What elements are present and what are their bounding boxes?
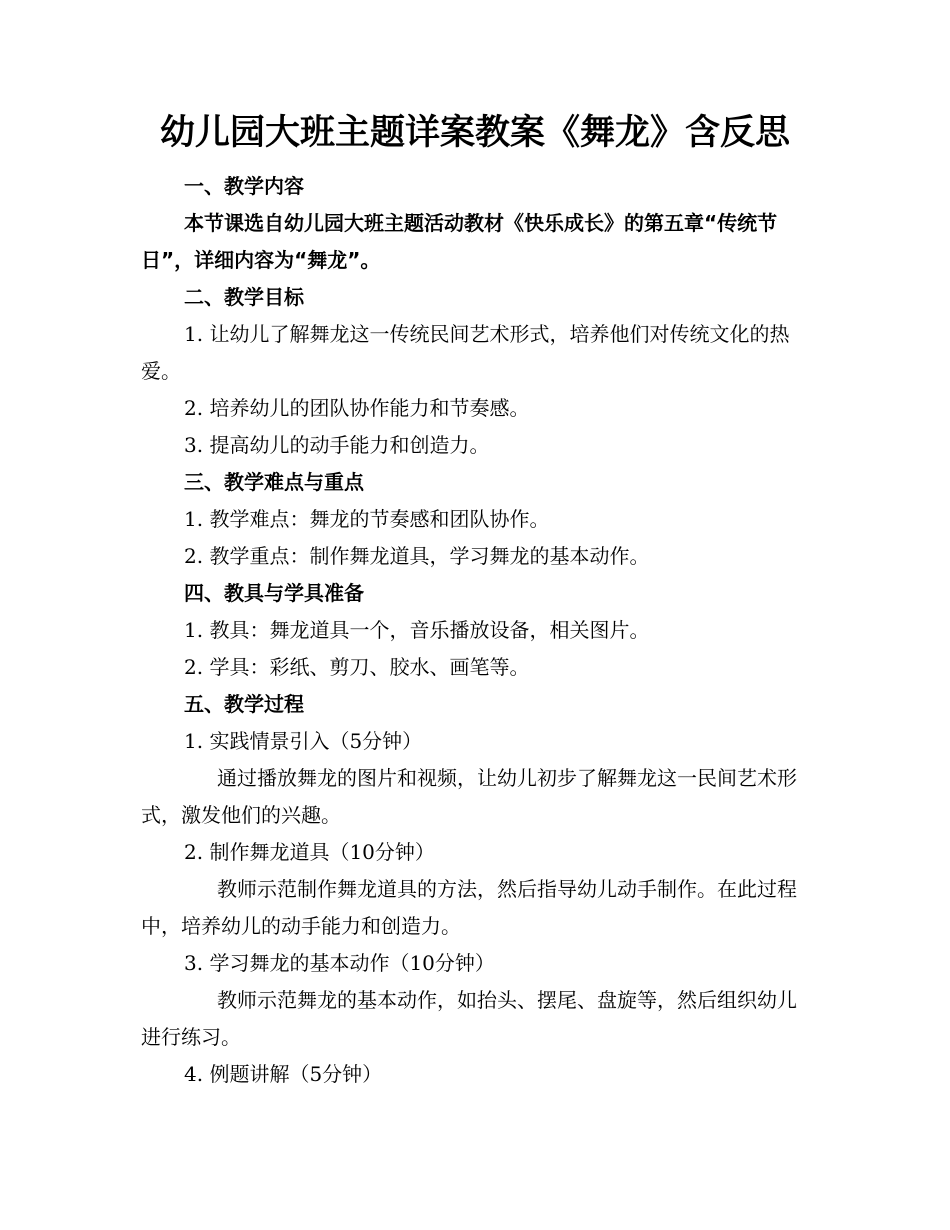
difficulty-item: 1. 教学难点：舞龙的节奏感和团队协作。 (184, 507, 550, 531)
process-step-title: 2. 制作舞龙道具（10分钟） (184, 840, 435, 864)
goal-item: 3. 提高幼儿的动手能力和创造力。 (184, 433, 490, 457)
section-heading-difficulties: 三、教学难点与重点 (184, 470, 364, 494)
section-heading-process: 五、教学过程 (184, 692, 304, 716)
material-item: 1. 教具：舞龙道具一个，音乐播放设备，相关图片。 (184, 618, 650, 642)
process-step-text: 教师示范舞龙的基本动作，如抬头、摆尾、盘旋等，然后组织幼儿进行练习。 (141, 988, 797, 1049)
process-step-text: 通过播放舞龙的图片和视频，让幼儿初步了解舞龙这一民间艺术形式，激发他们的兴趣。 (141, 766, 797, 827)
process-step-title: 1. 实践情景引入（5分钟） (184, 729, 423, 753)
section-heading-content: 一、教学内容 (184, 174, 304, 198)
process-step-text: 教师示范制作舞龙道具的方法，然后指导幼儿动手制作。在此过程中，培养幼儿的动手能力和创造力。 (141, 877, 797, 938)
document-body (141, 168, 805, 1093)
material-item: 2. 学具：彩纸、剪刀、胶水、画笔等。 (184, 655, 530, 679)
difficulty-item: 2. 教学重点：制作舞龙道具，学习舞龙的基本动作。 (184, 544, 650, 568)
section-heading-materials: 四、教具与学具准备 (184, 581, 364, 605)
goal-item: 2. 培养幼儿的团队协作能力和节奏感。 (184, 396, 530, 420)
process-step-title: 3. 学习舞龙的基本动作（10分钟） (184, 951, 495, 975)
process-step-title: 4. 例题讲解（5分钟） (184, 1062, 383, 1086)
content-paragraph: 本节课选自幼儿园大班主题活动教材《快乐成长》的第五章“传统节日”，详细内容为“舞龙”。 (141, 211, 778, 272)
section-heading-goals: 二、教学目标 (184, 285, 304, 309)
goal-item: 1. 让幼儿了解舞龙这一传统民间艺术形式，培养他们对传统文化的热爱。 (141, 322, 790, 383)
document-title: 幼儿园大班主题详案教案《舞龙》含反思 (159, 113, 790, 153)
